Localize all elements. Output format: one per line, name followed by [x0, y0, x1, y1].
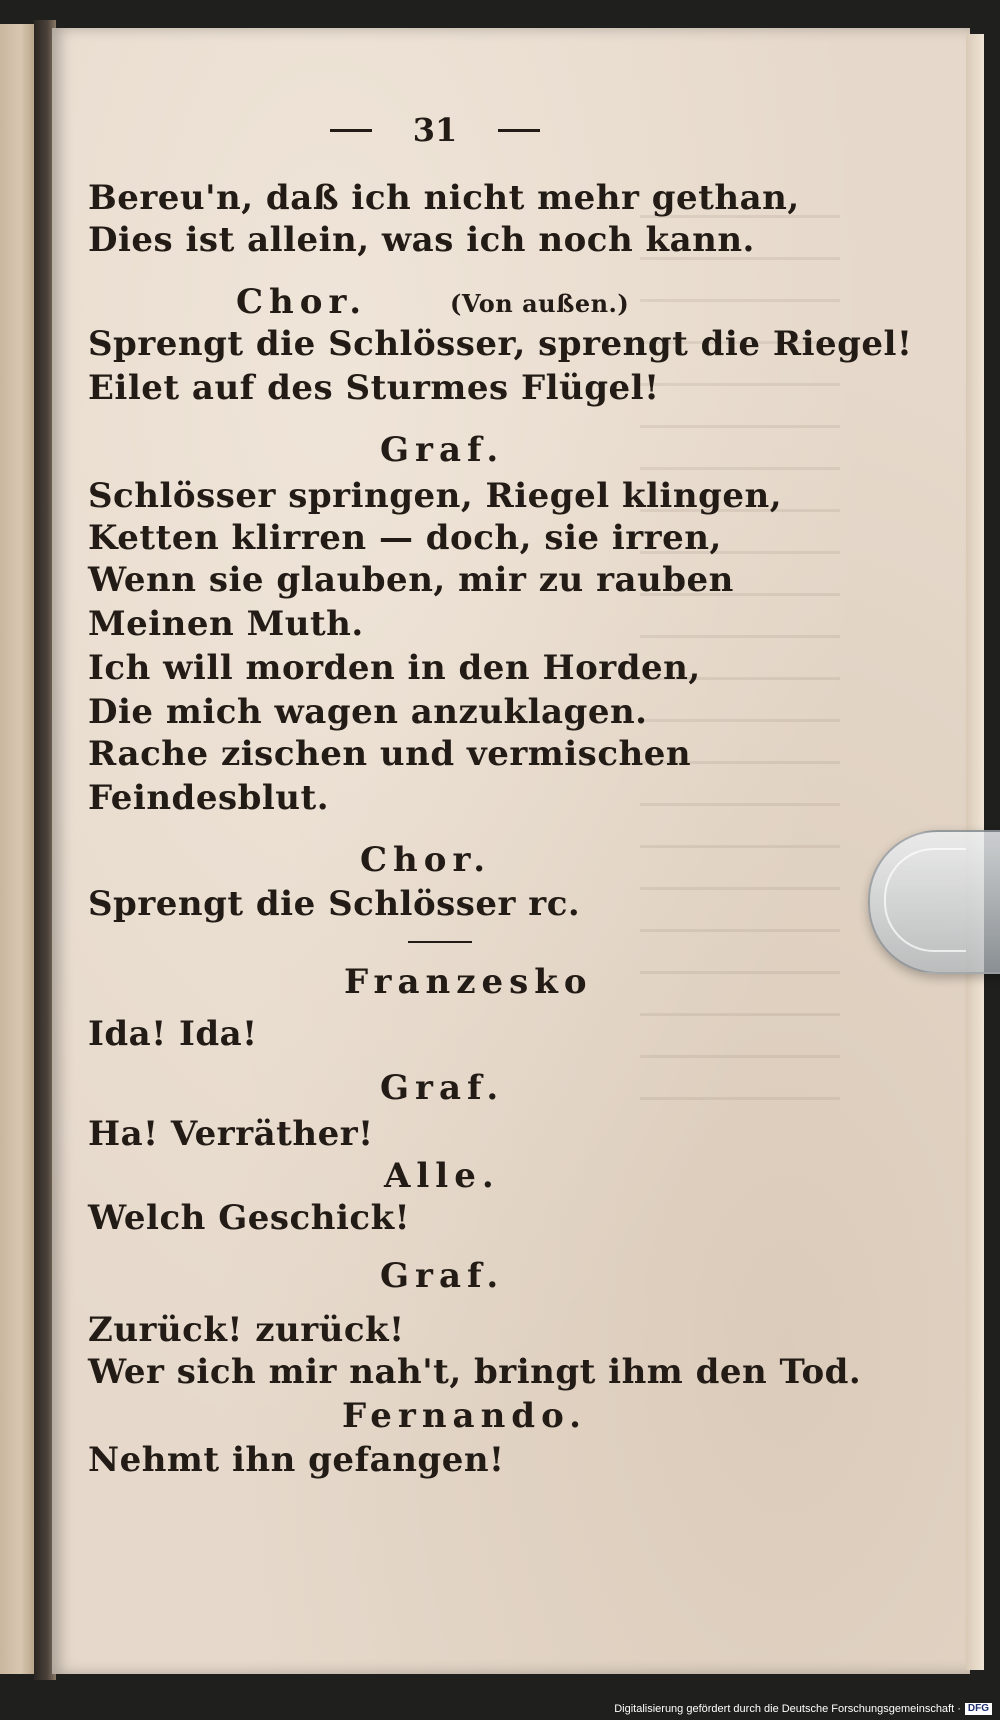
verse-line: Eilet auf des Sturmes Flügel!: [88, 368, 660, 408]
verse-line: Zurück! zurück!: [88, 1310, 405, 1350]
verse-line: Bereu'n, daß ich nicht mehr gethan,: [88, 178, 800, 218]
verse-line: Ha! Verräther!: [88, 1114, 374, 1154]
speaker-graf: Graf.: [380, 430, 505, 470]
verse-line: Feindesblut.: [88, 778, 330, 818]
credit-text: Digitalisierung gefördert durch die Deutsche Forschungsgemeinschaft ·: [614, 1703, 961, 1715]
speaker-fernando: Fernando.: [342, 1396, 587, 1436]
speaker-chor: Chor.: [236, 282, 368, 322]
page-header: [330, 110, 540, 150]
verse-line: Schlösser springen, Riegel klingen,: [88, 476, 783, 516]
verse-line: Wenn sie glauben, mir zu rauben: [88, 560, 734, 600]
stage-direction: (Von außen.): [450, 289, 630, 318]
speaker-graf: Graf.: [380, 1256, 505, 1296]
verse-line: Sprengt die Schlösser rc.: [88, 884, 581, 924]
verse-line: Welch Geschick!: [88, 1198, 411, 1238]
verse-line: Meinen Muth.: [88, 604, 364, 644]
verse-line: Die mich wagen anzuklagen.: [88, 692, 648, 732]
header-dash-right: [498, 129, 540, 132]
page-number: 31: [412, 111, 458, 149]
verse-line: Dies ist allein, was ich noch kann.: [88, 220, 755, 260]
speaker-chor: Chor.: [360, 840, 492, 880]
page-clip: [868, 830, 1000, 974]
section-rule: [408, 941, 472, 943]
verse-line: Rache zischen und vermischen: [88, 734, 692, 774]
dfg-logo: DFG: [965, 1703, 992, 1715]
header-dash-left: [330, 129, 372, 132]
digitization-credit: [614, 1702, 992, 1716]
verse-line: Nehmt ihn gefangen!: [88, 1440, 505, 1480]
speaker-franzesko: Franzesko: [344, 962, 593, 1002]
verse-line: Wer sich mir nah't, bringt ihm den Tod.: [88, 1352, 862, 1392]
verse-line: Ketten klirren — doch, sie irren,: [88, 518, 722, 558]
speaker-alle: Alle.: [384, 1156, 500, 1196]
verse-line: Ida! Ida!: [88, 1014, 258, 1054]
verse-line: Ich will morden in den Horden,: [88, 648, 701, 688]
verse-line: Sprengt die Schlösser, sprengt die Riegel!: [88, 324, 913, 364]
page-clip-loop: [884, 848, 966, 952]
speaker-graf: Graf.: [380, 1068, 505, 1108]
